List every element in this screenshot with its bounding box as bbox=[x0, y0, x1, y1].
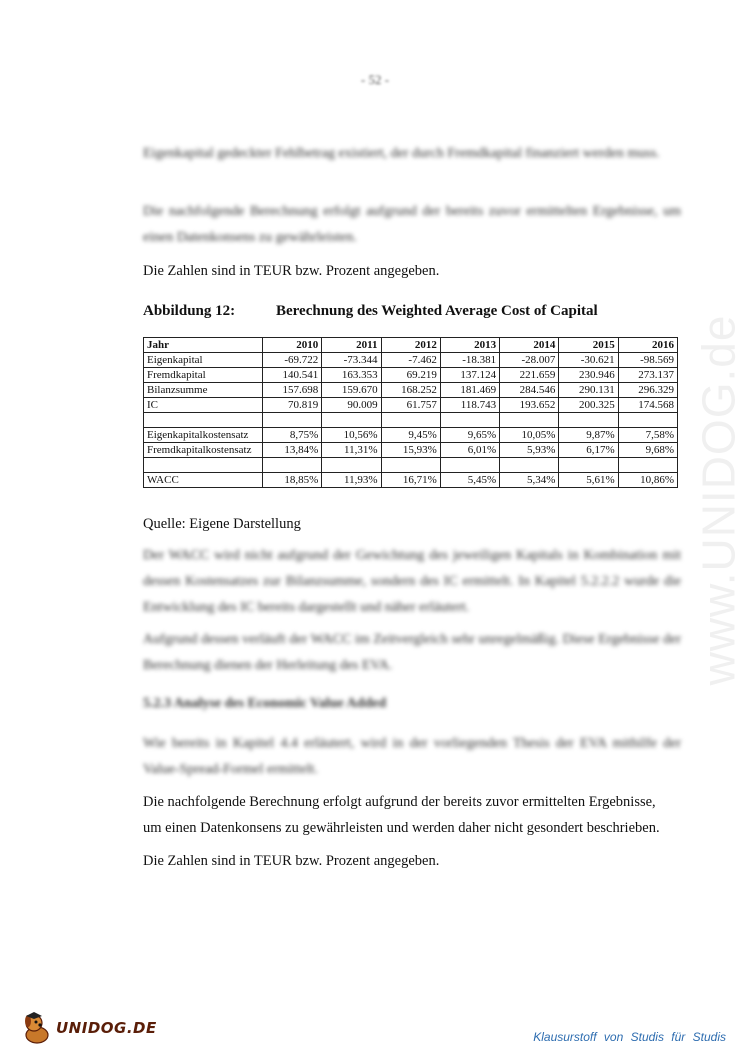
value-cell: -69.722 bbox=[263, 353, 322, 368]
value-cell: 290.131 bbox=[559, 383, 618, 398]
value-cell bbox=[500, 413, 559, 428]
table-spacer-row bbox=[144, 458, 678, 473]
wacc-table bbox=[143, 337, 678, 488]
value-cell: 163.353 bbox=[322, 368, 381, 383]
figure-caption bbox=[143, 303, 598, 320]
value-cell: 168.252 bbox=[381, 383, 440, 398]
value-cell: 18,85% bbox=[263, 473, 322, 488]
value-cell bbox=[440, 458, 499, 473]
value-cell: 157.698 bbox=[263, 383, 322, 398]
row-label-cell: Fremdkapitalkostensatz bbox=[144, 443, 263, 458]
value-cell bbox=[618, 458, 677, 473]
table-row bbox=[144, 398, 678, 413]
table-row bbox=[144, 428, 678, 443]
value-cell: 5,45% bbox=[440, 473, 499, 488]
value-cell: 15,93% bbox=[381, 443, 440, 458]
value-cell: 6,01% bbox=[440, 443, 499, 458]
paragraph-wacc-trend: Aufgrund dessen verläuft der WACC im Zeitvergleich sehr unregelmäßig. Diese Ergebnisse der Berechnung dienen der Herleitung des EVA. bbox=[143, 632, 681, 673]
row-label-cell: WACC bbox=[144, 473, 263, 488]
watermark-text: www.UNIDOG.de bbox=[692, 314, 745, 686]
value-cell: 296.329 bbox=[618, 383, 677, 398]
value-cell: 273.137 bbox=[618, 368, 677, 383]
value-cell bbox=[500, 458, 559, 473]
value-cell: 159.670 bbox=[322, 383, 381, 398]
value-cell: 9,68% bbox=[618, 443, 677, 458]
paragraph-calc-line-1: Die nachfolgende Berechnung erfolgt aufgrund der bereits zuvor ermittelten Ergebnisse, bbox=[143, 794, 656, 810]
table-body bbox=[144, 353, 678, 488]
table-header-row bbox=[144, 338, 678, 353]
value-cell bbox=[263, 458, 322, 473]
row-label-cell: Bilanzsumme bbox=[144, 383, 263, 398]
value-cell: 6,17% bbox=[559, 443, 618, 458]
value-cell bbox=[559, 413, 618, 428]
row-label-cell bbox=[144, 458, 263, 473]
value-cell bbox=[381, 458, 440, 473]
row-label-cell: Eigenkapitalkostensatz bbox=[144, 428, 263, 443]
value-cell: 11,31% bbox=[322, 443, 381, 458]
value-cell: -28.007 bbox=[500, 353, 559, 368]
paragraph-calc-basis: Die nachfolgende Berechnung erfolgt aufgrund der bereits zuvor ermittelten Ergebnisse, um einen Datenkonsens zu gewährleisten. bbox=[143, 204, 681, 245]
table-row bbox=[144, 473, 678, 488]
table-row bbox=[144, 368, 678, 383]
page-number: - 52 - bbox=[360, 72, 390, 87]
watermark bbox=[688, 270, 748, 730]
value-cell bbox=[559, 458, 618, 473]
value-cell: 181.469 bbox=[440, 383, 499, 398]
value-cell: 61.757 bbox=[381, 398, 440, 413]
header-cell: 2012 bbox=[381, 338, 440, 353]
units-note: Die Zahlen sind in TEUR bzw. Prozent angegeben. bbox=[143, 263, 440, 279]
value-cell: 137.124 bbox=[440, 368, 499, 383]
units-note-2: Die Zahlen sind in TEUR bzw. Prozent angegeben. bbox=[143, 853, 440, 869]
header-cell: 2013 bbox=[440, 338, 499, 353]
value-cell bbox=[263, 413, 322, 428]
value-cell bbox=[381, 413, 440, 428]
value-cell: -98.569 bbox=[618, 353, 677, 368]
value-cell: 16,71% bbox=[381, 473, 440, 488]
value-cell: 5,34% bbox=[500, 473, 559, 488]
figure-title: Berechnung des Weighted Average Cost of Capital bbox=[276, 303, 598, 319]
value-cell: 9,65% bbox=[440, 428, 499, 443]
header-cell: 2015 bbox=[559, 338, 618, 353]
paragraph-intro: Eigenkapital gedeckter Fehlbetrag existiert, der durch Fremdkapital finanziert werden muss. bbox=[143, 146, 660, 161]
header-cell: Jahr bbox=[144, 338, 263, 353]
value-cell: 69.219 bbox=[381, 368, 440, 383]
value-cell: -73.344 bbox=[322, 353, 381, 368]
logo-text: UNIDOG.DE bbox=[56, 1019, 157, 1037]
footer-tagline: Klausurstoff von Studis für Studis bbox=[533, 1030, 726, 1044]
figure-label: Abbildung 12: bbox=[143, 303, 236, 319]
header-cell: 2016 bbox=[618, 338, 677, 353]
value-cell bbox=[322, 458, 381, 473]
value-cell: 11,93% bbox=[322, 473, 381, 488]
value-cell: 174.568 bbox=[618, 398, 677, 413]
value-cell: 200.325 bbox=[559, 398, 618, 413]
value-cell: 140.541 bbox=[263, 368, 322, 383]
value-cell: 10,05% bbox=[500, 428, 559, 443]
value-cell: 7,58% bbox=[618, 428, 677, 443]
header-cell: 2014 bbox=[500, 338, 559, 353]
value-cell: -18.381 bbox=[440, 353, 499, 368]
section-heading: 5.2.3 Analyse des Economic Value Added bbox=[143, 696, 387, 711]
table-row bbox=[144, 353, 678, 368]
row-label-cell: IC bbox=[144, 398, 263, 413]
value-cell: 10,86% bbox=[618, 473, 677, 488]
table-spacer-row bbox=[144, 413, 678, 428]
value-cell: 284.546 bbox=[500, 383, 559, 398]
value-cell: 90.009 bbox=[322, 398, 381, 413]
value-cell: 8,75% bbox=[263, 428, 322, 443]
value-cell: -30.621 bbox=[559, 353, 618, 368]
value-cell: 118.743 bbox=[440, 398, 499, 413]
value-cell: 70.819 bbox=[263, 398, 322, 413]
paragraph-wacc-explanation: Der WACC wird nicht aufgrund der Gewichtung des jeweiligen Kapitals in Kombination mit dessen Kostensatzes zur Bilanzsumme, sondern des IC ermittelt. In Kapitel 5.2.2.2 wurde die Entwicklung des IC bereits dargestellt und näher erläutert. bbox=[143, 548, 681, 615]
source-note: Quelle: Eigene Darstellung bbox=[143, 516, 301, 532]
value-cell bbox=[440, 413, 499, 428]
value-cell bbox=[322, 413, 381, 428]
header-cell: 2011 bbox=[322, 338, 381, 353]
value-cell: -7.462 bbox=[381, 353, 440, 368]
table-row bbox=[144, 443, 678, 458]
value-cell bbox=[618, 413, 677, 428]
value-cell: 5,61% bbox=[559, 473, 618, 488]
row-label-cell: Fremdkapital bbox=[144, 368, 263, 383]
value-cell: 193.652 bbox=[500, 398, 559, 413]
row-label-cell bbox=[144, 413, 263, 428]
value-cell: 221.659 bbox=[500, 368, 559, 383]
value-cell: 9,87% bbox=[559, 428, 618, 443]
table-row bbox=[144, 383, 678, 398]
unidog-logo bbox=[20, 1010, 157, 1046]
row-label-cell: Eigenkapital bbox=[144, 353, 263, 368]
paragraph-calc-line-2: um einen Datenkonsens zu gewährleisten und werden daher nicht gesondert beschrieben. bbox=[143, 820, 660, 836]
value-cell: 10,56% bbox=[322, 428, 381, 443]
value-cell: 13,84% bbox=[263, 443, 322, 458]
paragraph-eva: Wie bereits in Kapitel 4.4 erläutert, wird in der vorliegenden Thesis der EVA mithilfe der Value-Spread-Formel ermittelt. bbox=[143, 736, 681, 777]
dog-mascot-icon bbox=[20, 1011, 54, 1045]
value-cell: 230.946 bbox=[559, 368, 618, 383]
value-cell: 9,45% bbox=[381, 428, 440, 443]
value-cell: 5,93% bbox=[500, 443, 559, 458]
header-cell: 2010 bbox=[263, 338, 322, 353]
